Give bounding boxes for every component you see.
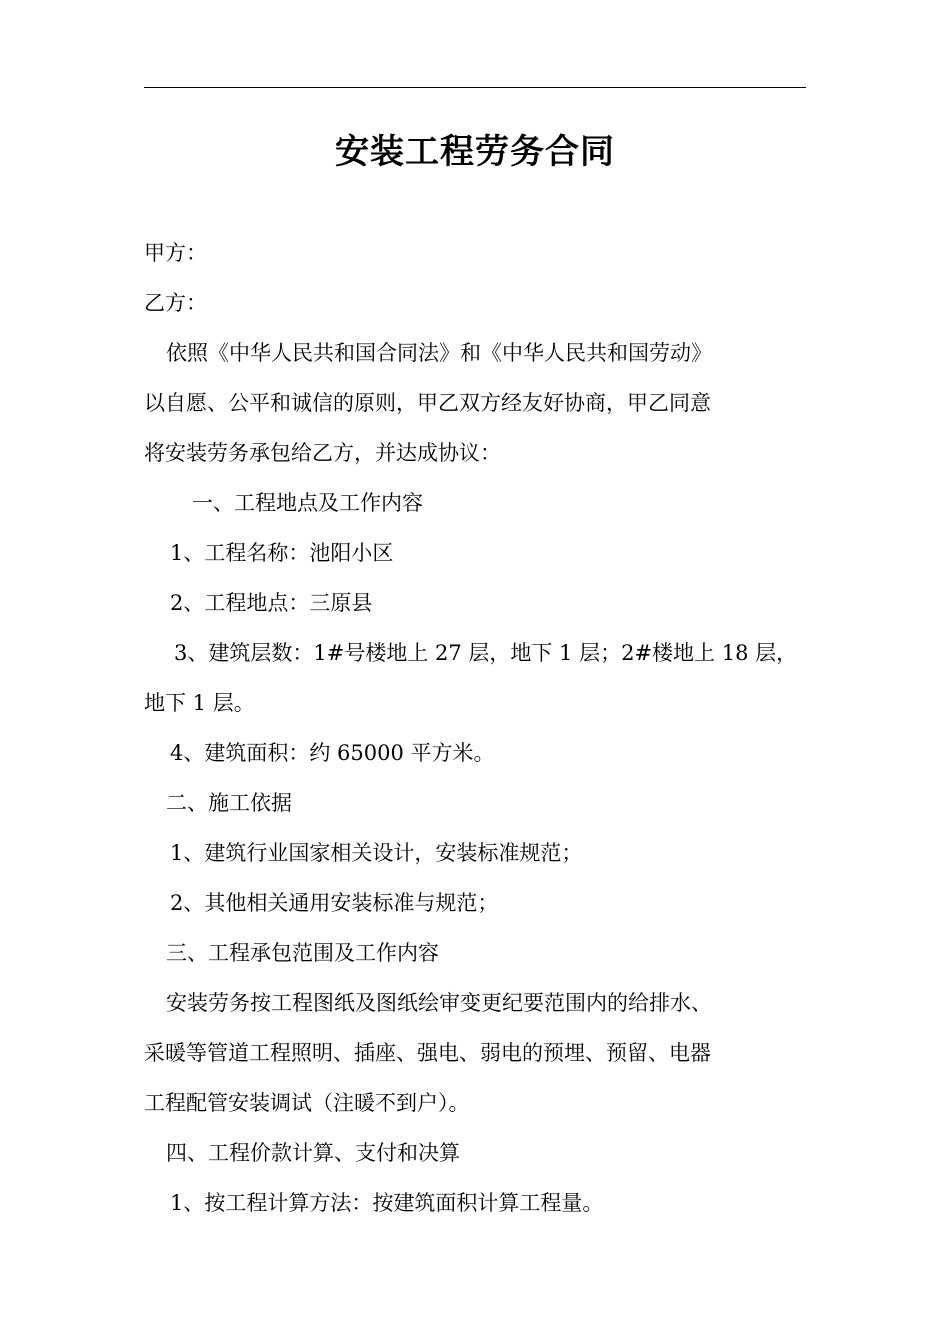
section-3-para-line-3: 工程配管安装调试（注暖不到户）。 bbox=[144, 1091, 470, 1115]
document-body bbox=[144, 228, 824, 1228]
section-1-item-3: 3、建筑层数：1#号楼地上 27 层，地下 1 层；2#楼地上 18 层， bbox=[174, 641, 798, 665]
section-3-para-line-1: 安装劳务按工程图纸及图纸绘审变更纪要范围内的给排水、 bbox=[166, 991, 712, 1015]
section-1-heading: 一、工程地点及工作内容 bbox=[192, 491, 423, 515]
document-title: 安装工程劳务合同 bbox=[335, 132, 615, 172]
party-a-line: 甲方： bbox=[144, 241, 207, 265]
section-4-item-1: 1、按工程计算方法：按建筑面积计算工程量。 bbox=[170, 1191, 604, 1215]
section-3-para-line-2: 采暖等管道工程照明、插座、强电、弱电的预埋、预留、电器 bbox=[144, 1041, 711, 1065]
section-4-heading: 四、工程价款计算、支付和决算 bbox=[166, 1141, 460, 1165]
preamble-line-1: 依照《中华人民共和国合同法》和《中华人民共和国劳动》 bbox=[166, 341, 712, 365]
section-1-item-1: 1、工程名称：池阳小区 bbox=[170, 541, 394, 565]
header-rule bbox=[144, 87, 806, 88]
section-2-item-2: 2、其他相关通用安装标准与规范； bbox=[170, 891, 499, 915]
section-1-item-4: 4、建筑面积：约 65000 平方米。 bbox=[170, 741, 495, 765]
preamble-line-2: 以自愿、公平和诚信的原则，甲乙双方经友好协商，甲乙同意 bbox=[144, 391, 711, 415]
party-b-line: 乙方： bbox=[144, 291, 207, 315]
preamble-line-3: 将安装劳务承包给乙方，并达成协议： bbox=[144, 441, 501, 465]
section-3-heading: 三、工程承包范围及工作内容 bbox=[166, 941, 439, 965]
section-1-item-3-cont: 地下 1 层。 bbox=[144, 691, 255, 715]
section-2-heading: 二、施工依据 bbox=[166, 791, 292, 815]
section-2-item-1: 1、建筑行业国家相关设计，安装标准规范； bbox=[170, 841, 583, 865]
section-1-item-2: 2、工程地点：三原县 bbox=[170, 591, 373, 615]
